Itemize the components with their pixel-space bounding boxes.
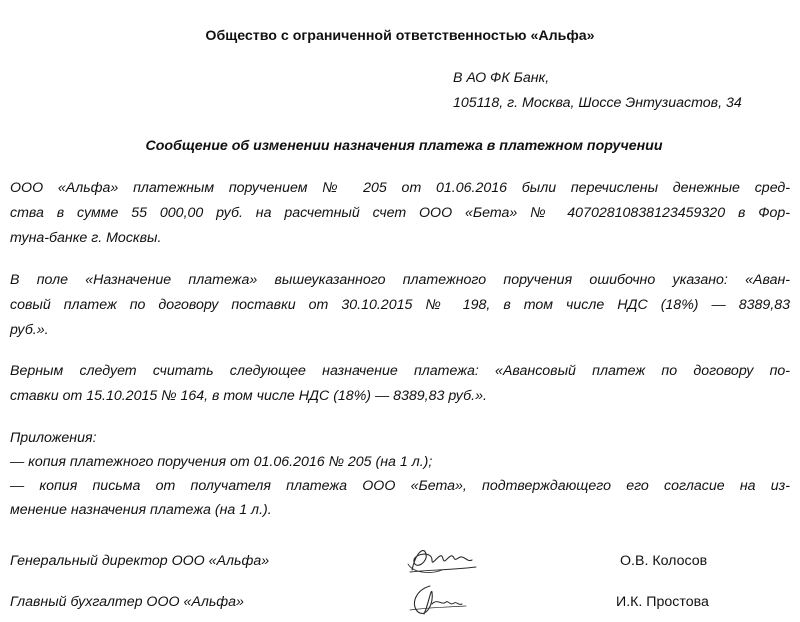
signatory-name-director: О.В. Колосов [620,553,708,569]
recipient-line-1: В АО ФК Банк, [453,70,550,86]
attachment-item-2-cont: менение назначения платежа (на 1 л.). [10,502,272,518]
director-signature [402,540,482,580]
signatory-position-director: Генеральный директор ООО «Альфа» [10,553,270,569]
paragraph-1-line-3: туна-банке г. Москвы. [10,230,162,246]
signatory-name-accountant: И.К. Простова [616,594,709,610]
paragraph-3-line-2: ставки от 15.10.2015 № 164, в том числе НДС (18%) — 8389,83 руб.». [10,388,487,404]
signatory-position-accountant: Главный бухгалтер ООО «Альфа» [10,594,244,610]
accountant-signature [404,580,474,620]
paragraph-2-line-1: В поле «Назначение платежа» вышеуказанного платежного поручения ошибочно указано: «Аван- [10,272,790,288]
paragraph-3-line-1: Верным следует считать следующее назначение платежа: «Авансовый платеж по договору по- [10,363,790,379]
paragraph-2-line-3: руб.». [10,322,49,338]
paragraph-1-line-1: ООО «Альфа» платежным поручением № 205 от 01.06.2016 были перечислены денежные сред- [10,180,790,196]
recipient-line-2: 105118, г. Москва, Шоссе Энтузиастов, 34 [453,95,742,111]
attachment-item-1: — копия платежного поручения от 01.06.2016 № 205 (на 1 л.); [10,454,433,470]
company-header: Общество с ограниченной ответственностью «Альфа» [205,28,595,44]
attachment-item-2: — копия письма от получателя платежа ООО «Бета», подтверждающего его согласие на из- [10,478,790,494]
paragraph-1-line-2: ства в сумме 55 000,00 руб. на расчетный счет ООО «Бета» № 40702810838123459320 в Фор- [10,205,790,221]
attachments-heading: Приложения: [10,430,97,446]
paragraph-2-line-2: совый платеж по договору поставки от 30.10.2015 № 198, в том числе НДС (18%) — 8389,83 [10,297,790,313]
document-title: Сообщение об изменении назначения платежа в платежном поручении [145,138,663,154]
